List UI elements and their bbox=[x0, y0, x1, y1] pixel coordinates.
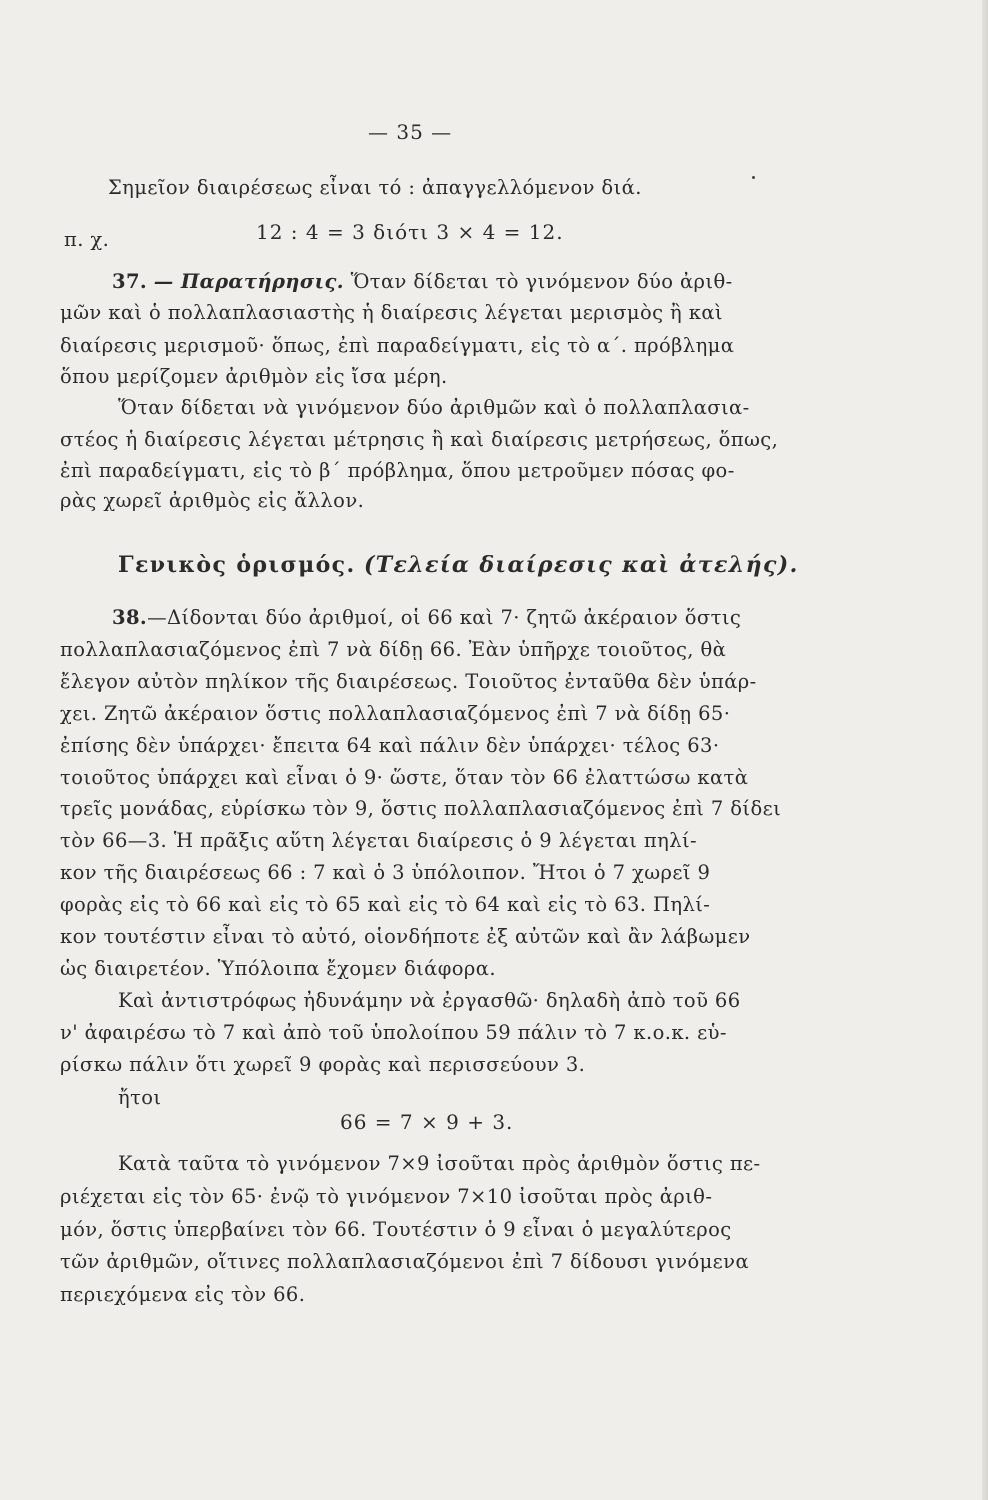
text-line: τῶν ἀριθμῶν, οἵτινες πολλαπλασιαζόμενοι ἐπὶ 7 δίδουσι γινόμενα bbox=[60, 1250, 750, 1273]
text-line: ἔλεγον αὐτὸν πηλίκον τῆς διαιρέσεως. Τοιοῦτος ἐνταῦθα δὲν ὑπάρ- bbox=[60, 670, 757, 693]
subheading-line bbox=[118, 552, 799, 578]
text-line: ἐπίσης δὲν ὑπάρχει· ἔπειτα 64 καὶ πάλιν δὲν ὑπάρχει· τέλος 63· bbox=[60, 734, 720, 757]
text-line: τρεῖς μονάδας, εὑρίσκω τὸν 9, ὅστις πολλαπλασιαζόμενος ἐπὶ 7 δίδει bbox=[60, 797, 782, 820]
formula-line: 66 = 7 × 9 + 3. bbox=[340, 1110, 514, 1134]
section-38-first-line bbox=[112, 606, 741, 629]
ink-speck bbox=[752, 176, 755, 179]
text-line: ρίσκω πάλιν ὅτι χωρεῖ 9 φορὰς καὶ περισσεύουν 3. bbox=[60, 1053, 586, 1076]
text-line: ριέχεται εἰς τὸν 65· ἐνῷ τὸ γινόμενον 7×10 ἰσοῦται πρὸς ἀριθ- bbox=[60, 1185, 713, 1208]
text-line: κον τῆς διαιρέσεως 66 : 7 καὶ ὁ 3 ὑπόλοιπον. Ἤτοι ὁ 7 χωρεῖ 9 bbox=[60, 861, 711, 884]
text-line: ἤτοι bbox=[118, 1086, 162, 1109]
text-line: ρὰς χωρεῖ ἀριθμὸς εἰς ἄλλον. bbox=[60, 489, 365, 512]
text-line: περιεχόμενα εἰς τὸν 66. bbox=[60, 1283, 306, 1306]
text-line: μόν, ὅστις ὑπερβαίνει τὸν 66. Τουτέστιν ὁ 9 εἶναι ὁ μεγαλύτερος bbox=[60, 1218, 732, 1241]
text-line: μῶν καὶ ὁ πολλαπλασιαστὴς ἡ διαίρεσις λέγεται μερισμὸς ἢ καὶ bbox=[60, 301, 723, 324]
subheading-italic: (Τελεία διαίρεσις καὶ ἀτελής). bbox=[363, 552, 799, 578]
text-line: Κατὰ ταῦτα τὸ γινόμενον 7×9 ἰσοῦται πρὸς ἀριθμὸν ὅστις πε- bbox=[118, 1152, 761, 1175]
section-title: — Παρατήρησις. bbox=[153, 270, 344, 293]
section-number: 37. bbox=[112, 270, 148, 293]
text-line-rest: —Δίδονται δύο ἀριθμοί, οἱ 66 καὶ 7· ζητῶ ἀκέραιον ὅστις bbox=[147, 606, 742, 629]
text-line: Ὅταν δίδεται νὰ γινόμενον δύο ἀριθμῶν καὶ ὁ πολλαπλασια- bbox=[118, 396, 750, 419]
text-line: τὸν 66—3. Ἡ πρᾶξις αὕτη λέγεται διαίρεσις ὁ 9 λέγεται πηλί- bbox=[60, 829, 698, 852]
text-line: ὅπου μερίζομεν ἀριθμὸν εἰς ἴσα μέρη. bbox=[60, 365, 448, 388]
text-line: τοιοῦτος ὑπάρχει καὶ εἶναι ὁ 9· ὥστε, ὅταν τὸν 66 ἐλαττώσω κατὰ bbox=[60, 766, 749, 789]
text-line: χει. Ζητῶ ἀκέραιον ὅστις πολλαπλασιαζόμενος ἐπὶ 7 νὰ δίδῃ 65· bbox=[60, 702, 731, 725]
text-line: ὡς διαιρετέον. Ὑπόλοιπα ἔχομεν διάφορα. bbox=[60, 957, 496, 980]
text-line: ν' ἀφαιρέσω τὸ 7 καὶ ἀπὸ τοῦ ὑπολοίπου 59 πάλιν τὸ 7 κ.ο.κ. εὑ- bbox=[60, 1021, 727, 1044]
subheading-bold: Γενικὸς ὁρισμός. bbox=[118, 552, 356, 578]
section-37-heading-line bbox=[112, 270, 733, 293]
text-line: ἐπὶ παραδείγματι, εἰς τὸ β΄ πρόβλημα, ὅπου μετροῦμεν πόσας φο- bbox=[60, 459, 735, 482]
page-number: — 35 — bbox=[368, 120, 453, 144]
text-line: φορὰς εἰς τὸ 66 καὶ εἰς τὸ 65 καὶ εἰς τὸ 64 καὶ εἰς τὸ 63. Πηλί- bbox=[60, 893, 711, 916]
text-line: πολλαπλασιαζόμενος ἐπὶ 7 νὰ δίδῃ 66. Ἐὰν ὑπῆρχε τοιοῦτος, θὰ bbox=[60, 638, 727, 661]
text-line: διαίρεσις μερισμοῦ· ὅπως, ἐπὶ παραδείγματι, εἰς τὸ α΄. πρόβλημα bbox=[60, 334, 735, 357]
text-line-rest: Ὅταν δίδεται τὸ γινόμενον δύο ἀριθ- bbox=[350, 270, 733, 293]
text-line: Καὶ ἀντιστρόφως ἠδυνάμην νὰ ἐργασθῶ· δηλαδὴ ἀπὸ τοῦ 66 bbox=[118, 989, 741, 1012]
formula-line: 12 : 4 = 3 διότι 3 × 4 = 12. bbox=[256, 220, 564, 244]
text-line: στέος ἡ διαίρεσις λέγεται μέτρησις ἢ καὶ διαίρεσις μετρήσεως, ὅπως, bbox=[60, 428, 779, 451]
text-line: κον τουτέστιν εἶναι τὸ αὐτό, οἱονδήποτε ἐξ αὐτῶν καὶ ἂν λάβωμεν bbox=[60, 925, 751, 948]
text-line: Σημεῖον διαιρέσεως εἶναι τό : ἀπαγγελλόμενον διά. bbox=[108, 176, 642, 199]
text-line-prefix: π. χ. bbox=[64, 228, 110, 251]
section-number: 38. bbox=[112, 606, 148, 629]
